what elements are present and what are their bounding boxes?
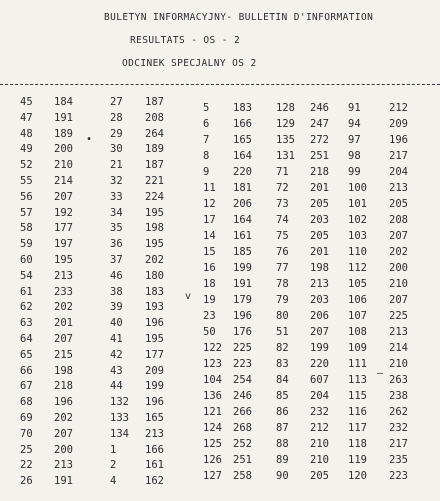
car-number: 49 — [20, 143, 33, 156]
car-number: 107 — [348, 310, 367, 322]
stage-time: 212 — [310, 422, 329, 434]
car-number: 58 — [20, 222, 33, 235]
stage-time: 206 — [310, 310, 329, 322]
stage-time: 225 — [389, 310, 408, 322]
stage-time: 217 — [389, 150, 408, 162]
car-number: 47 — [20, 111, 33, 124]
car-number: 121 — [203, 406, 222, 418]
car-number: 12 — [203, 198, 216, 210]
stage-time: 213 — [310, 278, 329, 290]
car-number: 131 — [276, 150, 295, 162]
stage-time: 191 — [54, 475, 73, 488]
car-number: 119 — [348, 454, 367, 466]
car-number: 45 — [20, 96, 33, 108]
car-number: 103 — [348, 230, 367, 242]
car-number: 43 — [110, 364, 123, 377]
stage-time: 218 — [54, 380, 73, 393]
car-number: 23 — [203, 310, 216, 322]
car-number: 42 — [110, 348, 123, 361]
stage-time: 202 — [54, 412, 73, 424]
car-number: 76 — [276, 246, 289, 258]
car-number: 87 — [276, 422, 289, 434]
stage-time: 221 — [145, 175, 164, 187]
car-number: 8 — [203, 150, 210, 162]
car-number: 112 — [348, 262, 367, 274]
car-number: 2 — [110, 459, 117, 472]
car-number: 91 — [348, 102, 361, 114]
stage-time: 183 — [233, 102, 252, 114]
stage-time: 223 — [389, 470, 408, 482]
car-number: 100 — [348, 182, 367, 194]
car-number: 120 — [348, 470, 367, 482]
stage-time: 213 — [145, 427, 164, 440]
car-number: 134 — [110, 427, 129, 440]
stage-time: 196 — [54, 396, 73, 409]
car-number: 61 — [20, 285, 33, 298]
car-number: 54 — [20, 269, 33, 282]
car-number: 7 — [203, 134, 210, 146]
stage-time: 207 — [389, 230, 408, 242]
car-number: 127 — [203, 470, 222, 482]
stage-time: 207 — [54, 333, 73, 345]
stage-time: 197 — [54, 238, 73, 251]
stage-time: 199 — [310, 342, 329, 354]
stage-time: 161 — [233, 230, 252, 242]
stage-time: 262 — [389, 406, 408, 418]
stage-time: 161 — [145, 459, 164, 472]
stage-time: 179 — [233, 294, 252, 306]
stage-time: 162 — [145, 475, 164, 488]
car-number: 51 — [276, 326, 289, 338]
special-stage-title: ODCINEK SPECJALNY OS 2 — [122, 58, 257, 69]
stage-time: 220 — [310, 358, 329, 370]
car-number: 99 — [348, 166, 361, 178]
car-number: 4 — [110, 475, 117, 488]
car-number: 27 — [110, 96, 123, 108]
car-number: 63 — [20, 317, 33, 330]
car-number: 5 — [203, 102, 210, 114]
car-number: 78 — [276, 278, 289, 290]
stage-time: 213 — [389, 326, 408, 338]
stage-time: 195 — [145, 333, 164, 345]
stage-time: 263 — [389, 374, 408, 386]
car-number: 18 — [203, 278, 216, 290]
stage-time: 206 — [233, 198, 252, 210]
stage-time: 191 — [233, 278, 252, 290]
car-number: 57 — [20, 206, 33, 219]
stage-time: 198 — [310, 262, 329, 274]
stage-time: 220 — [233, 166, 252, 178]
checkmark: v — [185, 291, 192, 302]
stage-time: 607 — [310, 374, 329, 386]
stage-time: 195 — [145, 206, 164, 219]
car-number: 129 — [276, 118, 295, 130]
stage-time: 202 — [389, 246, 408, 258]
stage-time: 264 — [145, 127, 164, 140]
car-number: 46 — [110, 269, 123, 282]
car-number: 73 — [276, 198, 289, 210]
stage-time: 252 — [233, 438, 252, 450]
stage-time: 166 — [233, 118, 252, 130]
car-number: 98 — [348, 150, 361, 162]
stage-time: 210 — [389, 278, 408, 290]
car-number: 126 — [203, 454, 222, 466]
car-number: 83 — [276, 358, 289, 370]
car-number: 109 — [348, 342, 367, 354]
car-number: 104 — [203, 374, 222, 386]
stage-time: 208 — [389, 214, 408, 226]
car-number: 1 — [110, 443, 117, 456]
stage-time: 210 — [310, 454, 329, 466]
car-number: 35 — [110, 222, 123, 235]
stage-time: 177 — [54, 222, 73, 235]
car-number: 90 — [276, 470, 289, 482]
stage-time: 183 — [145, 285, 164, 298]
car-number: 40 — [110, 317, 123, 330]
car-number: 70 — [20, 427, 33, 440]
stage-time: 164 — [233, 150, 252, 162]
car-number: 33 — [110, 190, 123, 203]
car-number: 123 — [203, 358, 222, 370]
car-number: 37 — [110, 254, 123, 266]
car-number: 25 — [20, 443, 33, 456]
car-number: 101 — [348, 198, 367, 210]
stage-time: 209 — [145, 364, 164, 377]
stage-time: 192 — [54, 206, 73, 219]
stage-time: 177 — [145, 348, 164, 361]
car-number: 71 — [276, 166, 289, 178]
car-number: 102 — [348, 214, 367, 226]
stage-time: 202 — [145, 254, 164, 266]
stage-time: 246 — [310, 102, 329, 114]
stage-time: 185 — [233, 246, 252, 258]
car-number: 19 — [203, 294, 216, 306]
stage-time: 189 — [54, 127, 73, 140]
car-number: 11 — [203, 182, 216, 194]
stage-time: 207 — [54, 190, 73, 203]
car-number: 26 — [20, 475, 33, 488]
stage-time: 272 — [310, 134, 329, 146]
car-number: 113 — [348, 374, 367, 386]
stage-time: 251 — [233, 454, 252, 466]
car-number: 117 — [348, 422, 367, 434]
car-number: 36 — [110, 238, 123, 251]
stage-time: 210 — [54, 159, 73, 172]
car-number: 22 — [20, 459, 33, 472]
stage-time: 268 — [233, 422, 252, 434]
car-number: 39 — [110, 301, 123, 314]
car-number: 56 — [20, 190, 33, 203]
car-number: 16 — [203, 262, 216, 274]
stage-time: 187 — [145, 96, 164, 108]
stage-time: 225 — [233, 342, 252, 354]
car-number: 65 — [20, 348, 33, 361]
car-number: 136 — [203, 390, 222, 402]
car-number: 64 — [20, 333, 33, 345]
stage-time: 254 — [233, 374, 252, 386]
car-number: 108 — [348, 326, 367, 338]
stage-time: 164 — [233, 214, 252, 226]
car-number: 124 — [203, 422, 222, 434]
stage-time: 196 — [145, 317, 164, 330]
stage-time: 218 — [310, 166, 329, 178]
car-number: 29 — [110, 127, 123, 140]
stage-time: 193 — [145, 301, 164, 314]
stage-time: 191 — [54, 111, 73, 124]
car-number: 105 — [348, 278, 367, 290]
stage-time: 207 — [389, 294, 408, 306]
stage-time: 212 — [389, 102, 408, 114]
stage-time: 195 — [145, 238, 164, 251]
stage-time: 204 — [310, 390, 329, 402]
car-number: 97 — [348, 134, 361, 146]
stage-time: 210 — [310, 438, 329, 450]
stage-time: 195 — [54, 254, 73, 266]
stage-time: 251 — [310, 150, 329, 162]
car-number: 60 — [20, 254, 33, 266]
stage-time: 166 — [145, 443, 164, 456]
stage-time: 213 — [54, 459, 73, 472]
stage-time: 176 — [233, 326, 252, 338]
stage-time: 232 — [389, 422, 408, 434]
stage-time: 201 — [54, 317, 73, 330]
car-number: 116 — [348, 406, 367, 418]
car-number: 69 — [20, 412, 33, 424]
car-number: 118 — [348, 438, 367, 450]
car-number: 50 — [203, 326, 216, 338]
car-number: 59 — [20, 238, 33, 251]
stage-time: 202 — [54, 301, 73, 314]
car-number: 62 — [20, 301, 33, 314]
car-number: 82 — [276, 342, 289, 354]
car-number: 44 — [110, 380, 123, 393]
car-number: 30 — [110, 143, 123, 156]
car-number: 79 — [276, 294, 289, 306]
stage-time: 246 — [233, 390, 252, 402]
stage-time: 196 — [389, 134, 408, 146]
stage-time: 165 — [145, 412, 164, 424]
stage-time: 232 — [310, 406, 329, 418]
stage-time: 205 — [310, 198, 329, 210]
stage-time: 208 — [145, 111, 164, 124]
stage-time: 258 — [233, 470, 252, 482]
car-number: 89 — [276, 454, 289, 466]
stage-time: 196 — [233, 310, 252, 322]
stage-time: 207 — [54, 427, 73, 440]
car-number: 34 — [110, 206, 123, 219]
bulletin-title: BULETYN INFORMACYJNY- BULLETIN D'INFORMATION — [104, 12, 374, 23]
car-number: 38 — [110, 285, 123, 298]
stage-time: 235 — [389, 454, 408, 466]
stage-time: 203 — [310, 294, 329, 306]
stage-time: 189 — [145, 143, 164, 156]
car-number: 77 — [276, 262, 289, 274]
car-number: 21 — [110, 159, 123, 172]
stage-time: 203 — [310, 214, 329, 226]
stage-time: 238 — [389, 390, 408, 402]
stage-time: 213 — [54, 269, 73, 282]
car-number: 66 — [20, 364, 33, 377]
stage-time: 214 — [389, 342, 408, 354]
stage-time: 198 — [145, 222, 164, 235]
stage-time: 207 — [310, 326, 329, 338]
car-number: 14 — [203, 230, 216, 242]
car-number: 85 — [276, 390, 289, 402]
car-number: 17 — [203, 214, 216, 226]
stage-time: 209 — [389, 118, 408, 130]
car-number: 132 — [110, 396, 129, 409]
car-number: 115 — [348, 390, 367, 402]
stage-time: 233 — [54, 285, 73, 298]
car-number: 128 — [276, 102, 295, 114]
stage-time: 205 — [310, 230, 329, 242]
dash-mark: – — [377, 368, 384, 379]
car-number: 111 — [348, 358, 367, 370]
car-number: 28 — [110, 111, 123, 124]
car-number: 86 — [276, 406, 289, 418]
stage-time: 196 — [145, 396, 164, 409]
car-number: 122 — [203, 342, 222, 354]
car-number: 125 — [203, 438, 222, 450]
stage-time: 204 — [389, 166, 408, 178]
car-number: 15 — [203, 246, 216, 258]
car-number: 32 — [110, 175, 123, 187]
car-number: 106 — [348, 294, 367, 306]
stage-time: 180 — [145, 269, 164, 282]
car-number: 55 — [20, 175, 33, 187]
car-number: 41 — [110, 333, 123, 345]
stage-time: 198 — [54, 364, 73, 377]
stage-time: 205 — [389, 198, 408, 210]
stage-time: 217 — [389, 438, 408, 450]
stage-time: 201 — [310, 246, 329, 258]
stage-time: 215 — [54, 348, 73, 361]
car-number: 88 — [276, 438, 289, 450]
stage-time: 223 — [233, 358, 252, 370]
car-number: 52 — [20, 159, 33, 172]
car-number: 75 — [276, 230, 289, 242]
car-number: 74 — [276, 214, 289, 226]
stage-time: 214 — [54, 175, 73, 187]
car-number: 94 — [348, 118, 361, 130]
car-number: 68 — [20, 396, 33, 409]
stage-time: 213 — [389, 182, 408, 194]
stage-time: 187 — [145, 159, 164, 172]
stage-time: 199 — [233, 262, 252, 274]
stage-time: 199 — [145, 380, 164, 393]
car-number: 84 — [276, 374, 289, 386]
car-number: 133 — [110, 412, 129, 424]
results-subtitle: RESULTATS - OS - 2 — [130, 35, 241, 46]
car-number: 110 — [348, 246, 367, 258]
stage-time: 200 — [389, 262, 408, 274]
stage-time: 205 — [310, 470, 329, 482]
car-number: 9 — [203, 166, 210, 178]
car-number: 6 — [203, 118, 210, 130]
stage-time: 224 — [145, 190, 164, 203]
car-number: 135 — [276, 134, 295, 146]
car-number: 72 — [276, 182, 289, 194]
stage-time: 200 — [54, 443, 73, 456]
car-number: 80 — [276, 310, 289, 322]
stage-time: 184 — [54, 96, 73, 108]
ink-bullet-mark: • — [86, 134, 93, 145]
stage-time: 247 — [310, 118, 329, 130]
stage-time: 201 — [310, 182, 329, 194]
stage-time: 200 — [54, 143, 73, 156]
car-number: 67 — [20, 380, 33, 393]
car-number: 48 — [20, 127, 33, 140]
stage-time: 165 — [233, 134, 252, 146]
stage-time: 266 — [233, 406, 252, 418]
stage-time: 210 — [389, 358, 408, 370]
stage-time: 181 — [233, 182, 252, 194]
